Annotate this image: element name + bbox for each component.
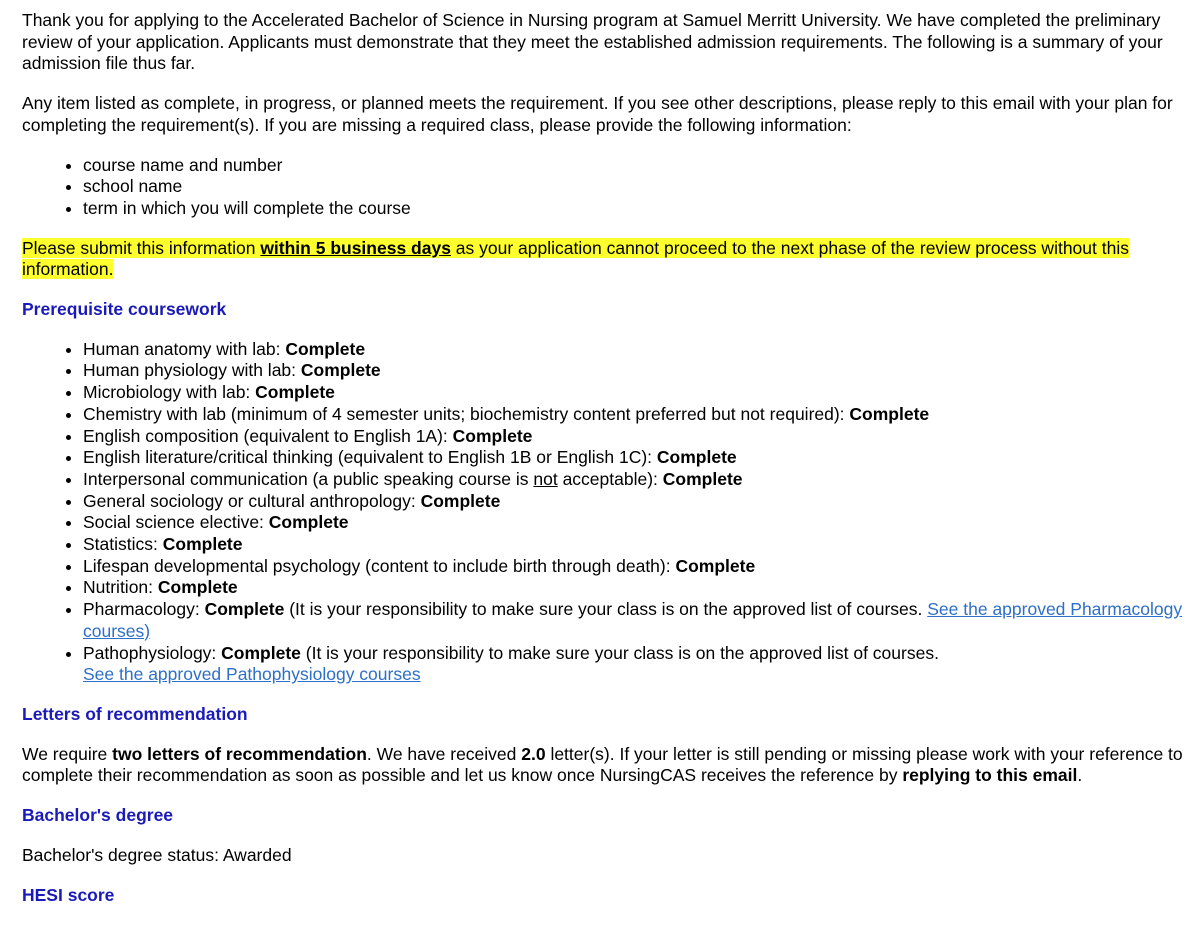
pathophysiology-courses-link[interactable]: See the approved Pathophysiology courses <box>83 664 421 685</box>
bachelor-status: Bachelor's degree status: Awarded <box>22 844 292 865</box>
status-value: Complete <box>849 403 930 424</box>
letters-received-count: 2.0 <box>521 743 546 764</box>
section-heading-letters: Letters of recommendation <box>22 703 248 724</box>
status-value: Complete <box>420 490 501 511</box>
intro-paragraph: Thank you for applying to the Accelerated Bachelor of Science in Nursing program at Samuel Merritt University. We have completed the preliminary review of your application. Applicants must demonstrate that they meet the established admission requirements. The following is a summary of your admission file thus far. <box>22 10 1163 74</box>
status-value: Complete <box>675 555 756 576</box>
status-value: Complete <box>255 382 335 403</box>
prereq-item-anatomy: • Human anatomy with lab: Complete <box>83 339 1192 361</box>
prereq-item-physiology: • Human physiology with lab: Complete <box>83 360 1192 382</box>
info-list <box>22 155 1192 220</box>
deadline-notice: Please submit this information within 5 business days as your application cannot proceed to the next phase of the review process without this information. <box>22 237 1129 280</box>
prereq-item-social-science: • Social science elective: Complete <box>83 512 1192 534</box>
section-heading-bachelor: Bachelor's degree <box>22 805 174 826</box>
prereq-item-lifespan-psychology: • Lifespan developmental psychology (content to include birth through death): Complete <box>83 556 1192 578</box>
pharmacology-courses-link[interactable]: See the approved Pharmacology courses) <box>83 599 1183 641</box>
status-value: Complete <box>221 642 301 663</box>
prereq-item-english-literature: • English literature/critical thinking (equivalent to English 1B or English 1C): Complete <box>83 447 1192 469</box>
letters-paragraph: We require two letters of recommendation. We have received 2.0 letter(s). If your letter is still pending or missing please work with your reference to complete their recommendation as soon as possible and let us know once NursingCAS receives the reference by replying to this email. <box>22 743 1183 786</box>
status-value: Complete <box>300 360 381 381</box>
prereq-item-sociology: • General sociology or cultural anthropology: Complete <box>83 491 1192 513</box>
prereq-item-microbiology: • Microbiology with lab: Complete <box>83 382 1192 404</box>
prerequisite-list <box>22 339 1192 686</box>
deadline-emphasis: within 5 business days <box>260 237 451 258</box>
prereq-item-pathophysiology: • Pathophysiology: Complete (It is your responsibility to make sure your class is on the approved list of courses. See the approved Pathophysiology courses <box>83 643 1192 686</box>
prereq-item-chemistry: • Chemistry with lab (minimum of 4 semester units; biochemistry content preferred but not required): Complete <box>83 404 1192 426</box>
list-item: • term in which you will complete the course <box>83 198 1192 220</box>
status-value: Complete <box>662 468 743 489</box>
list-item: • school name <box>83 176 1192 198</box>
prereq-item-nutrition: • Nutrition: Complete <box>83 577 1192 599</box>
status-value: Complete <box>157 577 238 598</box>
prereq-item-interpersonal-communication: • Interpersonal communication (a public speaking course is not acceptable): Complete <box>83 469 1192 491</box>
status-value: Complete <box>656 447 737 468</box>
requirements-paragraph: Any item listed as complete, in progress, or planned meets the requirement. If you see other descriptions, please reply to this email with your plan for completing the requirement(s). If you are missing a required class, please provide the following information: <box>22 93 1173 135</box>
status-value: Complete <box>285 338 366 359</box>
status-value: Complete <box>452 425 533 446</box>
prereq-item-pharmacology: • Pharmacology: Complete (It is your responsibility to make sure your class is on the approved list of courses. See the approved Pharmacology courses) <box>83 599 1192 642</box>
status-value: Complete <box>268 512 349 533</box>
section-heading-prerequisites: Prerequisite coursework <box>22 299 227 320</box>
section-heading-hesi: HESI score <box>22 884 115 905</box>
status-value: Complete <box>204 599 285 620</box>
list-item: • course name and number <box>83 155 1192 177</box>
status-value: Complete <box>162 534 243 555</box>
prereq-item-statistics: • Statistics: Complete <box>83 534 1192 556</box>
prereq-item-english-composition: • English composition (equivalent to English 1A): Complete <box>83 426 1192 448</box>
